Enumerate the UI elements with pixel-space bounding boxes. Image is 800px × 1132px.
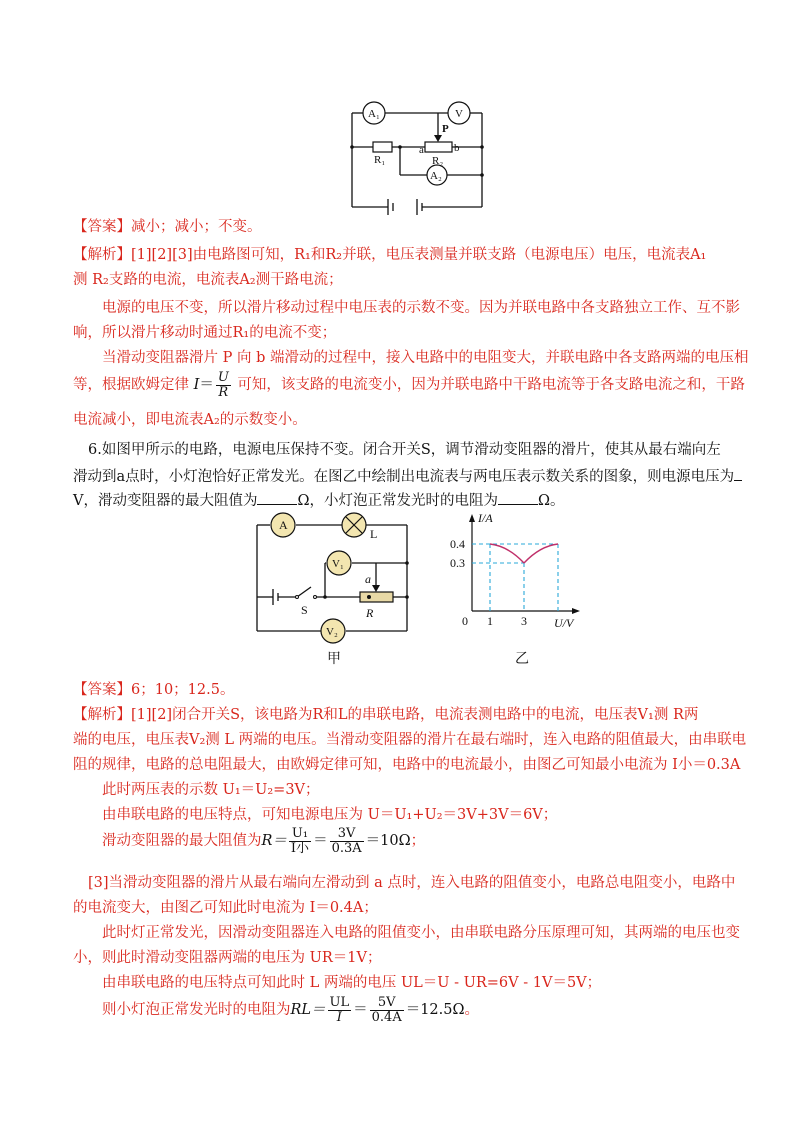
rl-fraction-1: $\frac{UL}{I}$ <box>329 994 350 1025</box>
q5-analysis-line-3: 电源的电压不变，所以滑片移动过程中电压表的示数不变。因为并联电路中各支路独立工作、互不影 <box>102 300 740 316</box>
a1-label: A₁ <box>368 108 380 120</box>
rmax-fraction-2: $\frac{3V}{0.3A}$ <box>331 825 362 856</box>
q6-answer-text: 6；10；12.5。 <box>131 682 235 698</box>
answer-tag: 【答案】 <box>73 219 131 235</box>
ohm-suffix: 可知，该支路的电流变小，因为并联电路中干路电流等于各支路电流之和，干路 <box>237 377 745 393</box>
q6-analysis-line-2: 端的电压，电压表V₂测 L 两端的电压。当滑动变阻器的滑片在最右端时，连入电路的阻值最大，由串联电 <box>73 732 747 748</box>
p-label: P <box>442 123 449 135</box>
q6-stem-line-3: V，滑动变阻器的最大阻值为 Ω，小灯泡正常发光时的电阻为 Ω。 <box>73 490 565 511</box>
analysis-text: [1][2][3]由电路图可知，R₁和R₂并联，电压表测量并联支路（电源电压）电压，电流表A₁ <box>131 247 707 263</box>
q6-analysis-line-5: 由串联电路的电压特点，可知电源电压为 U＝U₁+U₂＝3V+3V＝6V； <box>102 807 558 823</box>
ohm-prefix: 等，根据欧姆定律 <box>73 377 189 393</box>
blank-2 <box>257 490 297 505</box>
curve-v2 <box>524 544 558 563</box>
y-tick-04: 0.4 <box>450 537 465 551</box>
a-label: a <box>419 144 424 156</box>
ohm-fraction: $\frac{U}{R}$ <box>217 369 229 400</box>
r2-label: R₂ <box>432 155 444 167</box>
blank-3 <box>498 490 538 505</box>
ohm-i: I <box>193 377 200 393</box>
y-tick-03: 0.3 <box>450 556 465 570</box>
q6-stem-line-1: 6.如图甲所示的电路，电源电压保持不变。闭合开关S，调节滑动变阻器的滑片，使其从最右端向左 <box>88 442 721 458</box>
q6-analysis-line-6: 滑动变阻器的最大阻值为R＝ $\frac{\text{U₁}}{\text{I小}}$ ＝ $\frac{3V}{0.3A}$ ＝10Ω； <box>102 825 426 856</box>
circuit-diagram-jia <box>245 508 425 668</box>
circuit-diagram-1 <box>340 95 500 220</box>
a2-label: A₂ <box>430 170 442 182</box>
q6-analysis-line-7: [3]当滑动变阻器的滑片从最右端向左滑动到 a 点时，连入电路的阻值变小，电路总电阻变小，电路中 <box>88 875 736 891</box>
r1-label: R₁ <box>374 154 386 166</box>
q5-analysis-line-2: 测 R₂支路的电流，电流表A₂测干路电流； <box>73 272 343 288</box>
x-axis-label: U/V <box>554 616 574 630</box>
caption-jia: 甲 <box>327 651 341 667</box>
q6-analysis-line-3: 阻的规律，电路的总电阻最大，由欧姆定律可知，电路中的电流最小，由图乙可知最小电流为 I小＝0.3A <box>73 757 741 773</box>
caption-yi: 乙 <box>515 651 529 667</box>
b-label: b <box>454 142 460 154</box>
answer-text: 减小；减小；不变。 <box>131 219 262 235</box>
rmax-fraction-1: $\frac{\text{U₁}}{\text{I小}}$ <box>290 825 310 856</box>
q6-analysis-line-10: 小，则此时滑动变阻器两端的电压为 UR＝1V； <box>73 950 382 966</box>
q5-analysis-line-7: 电流减小，即电流表A₂的示数变小。 <box>73 412 307 428</box>
q6-stem-line-2: 滑动到a点时，小灯泡恰好正常发光。在图乙中绘制出电流表与两电压表示数关系的图象，则电源电压为 <box>73 466 742 487</box>
q5-answer-line <box>73 217 262 237</box>
y-axis-label: I/A <box>478 511 493 525</box>
rheostat-label: R <box>366 606 374 620</box>
rl-fraction-2: $\frac{5V}{0.4A}$ <box>371 994 402 1025</box>
v1-label: V₁ <box>332 558 344 570</box>
q6-analysis-line-4: 此时两压表的示数 U₁＝U₂=3V； <box>102 782 320 798</box>
x-tick-3: 3 <box>521 614 527 628</box>
iu-graph <box>450 508 590 668</box>
analysis-tag: 【解析】 <box>73 247 131 263</box>
switch-label: S <box>301 603 308 617</box>
q5-analysis-line-4: 响，所以滑片移动时通过R₁的电流不变； <box>73 325 337 341</box>
q6-analysis-line-12: 则小灯泡正常发光时的电阻为RL＝ $\frac{UL}{I}$ ＝ $\frac{5V}{0.4A}$ ＝12.5Ω。 <box>102 994 480 1025</box>
q5-analysis-line-1 <box>73 245 706 265</box>
x-tick-1: 1 <box>487 614 493 628</box>
origin-label: 0 <box>462 614 468 628</box>
lamp-label: L <box>370 527 378 541</box>
q6-analysis-line-8: 的电流变大，由图乙可知此时电流为 I＝0.4A； <box>73 900 378 916</box>
q6-analysis-line-11: 由串联电路的电压特点可知此时 L 两端的电压 UL＝U - UR=6V - 1V＝5V； <box>102 975 602 991</box>
v-label: V <box>455 108 463 120</box>
q6-analysis-line-9: 此时灯正常发光，因滑动变阻器连入电路的阻值变小，由串联电路分压原理可知，其两端的电压也变 <box>102 925 740 941</box>
q5-analysis-line-6: 等，根据欧姆定律 I＝ $\frac{U}{R}$ 可知，该支路的电流变小，因为并联电路中干路电流等于各支路电流之和，干路 <box>73 369 745 400</box>
q6-analysis-line-1: 【解析】[1][2]闭合开关S，该电路为R和L的串联电路，电流表测电路中的电流，电压表V₁测 R两 <box>73 707 699 723</box>
ammeter-label: A <box>279 518 288 532</box>
v2-label: V₂ <box>326 626 338 638</box>
slider-a-label: a <box>365 572 371 586</box>
curve-v1 <box>490 544 524 563</box>
q6-answer-line: 【答案】6；10；12.5。 <box>73 682 235 698</box>
q5-analysis-line-5: 当滑动变阻器滑片 P 向 b 端滑动的过程中，接入电路中的电阻变大，并联电路中各支路两端的电压相 <box>102 350 749 366</box>
